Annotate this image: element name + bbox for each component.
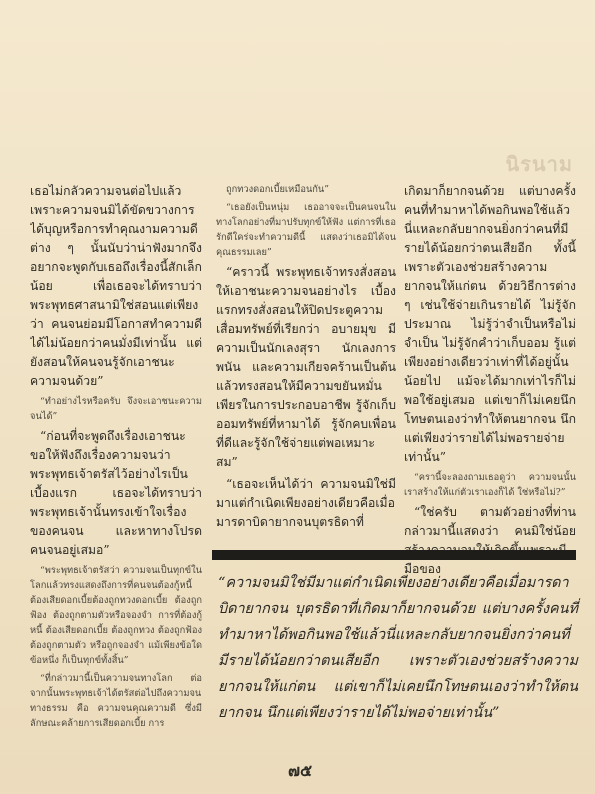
paragraph: “ที่กล่าวมานี้เป็นความจนทางโลก ต่อจากนั้นพระพุทธเจ้าได้ตรัสต่อไปถึงความจนทางธรรม คือ ความจนคุณความดี ซึ่งมีลักษณะคล้ายการเสียดอกเบี้ย การ — [30, 673, 202, 729]
paragraph: เธอไม่กลัวความจนต่อไปแล้ว เพราะความจนมิได้ขัดขวางการได้บุญหรือการทำคุณงามความดีต่าง ๆ นั้นนับว่าน่าฟังมากจึงอยากจะพูดกับเธอถึงเรื่องนี้สักเล็กน้อย เพื่อเธอจะได้ทราบว่าพระพุทธศาสนามิใช่สอนแต่เพียงว่า คนจนย่อมมีโอกาสทำความดีได้ไม่น้อยกว่าคนมั่งมีเท่านั้น แต่ยังสอนให้คนจนรู้จักเอาชนะความจนด้วย” — [30, 184, 202, 388]
pull-quote — [218, 570, 578, 726]
paragraph: “คราวนี้ พระพุทธเจ้าทรงสั่งสอนให้เอาชนะความจนอย่างไร เบื้องแรกทรงสั่งสอนให้ปิดประตูความเสื่อมทรัพย์ที่เรียกว่า อบายมุข มีความเป็นนักเลงสุรา นักเลงการพนัน และความเกียจคร้านเป็นต้น แล้วทรงสอนให้มีความขยันหมั่นเพียรในการประกอบอาชีพ รู้จักเก็บออมทรัพย์ที่หามาได้ รู้จักคบเพื่อนที่ดีและรู้จักใช้จ่ายแต่พอเหมาะสม” — [216, 265, 396, 469]
paragraph: เกิดมาก็ยากจนด้วย แต่บางครั้งคนที่ทำมาหาได้พอกินพอใช้แล้วนี่แหละกลับยากจนยิ่งกว่าคนที่มีรายได้น้อยกว่าตนเสียอีก ทั้งนี้เพราะตัวเองช่วยสร้างความยากจนให้แก่ตน ด้วยวิธีการต่าง ๆ เช่นใช้จ่ายเกินรายได้ ไม่รู้จักประมาณ ไม่รู้ว่าจำเป็นหรือไม่จำเป็น ไม่รู้จักคำว่าเก็บออม รู้แต่เพียงอย่างเดียวว่าเท่าที่ได้อยู่นั้นน้อยไป แม้จะได้มากเท่าไรก็ไม่พอใช้อยู่เสมอ แต่เขาก็ไม่เคยนึกโทษตนเองว่าทำให้ตนยากจน นึกแต่เพียงว่ารายได้ไม่พอรายจ่ายเท่านั้น” — [404, 184, 576, 464]
paragraph: “ทำอย่างไรหรือครับ จึงจะเอาชนะความจนได้” — [30, 396, 202, 422]
text-column-1 — [30, 182, 202, 734]
paragraph: “เธอยังเป็นหนุ่ม เธออาจจะเป็นคนจนในทางโลกอย่างที่มาปรับทุกข์ให้ฟัง แต่การที่เธอรักดีใคร่จะทำความดีนี้ แสดงว่าเธอมิได้จนคุณธรรมเลย” — [216, 202, 396, 258]
paragraph: “ก่อนที่จะพูดถึงเรื่องเอาชนะ ขอให้ฟังถึงเรื่องความจนว่า พระพุทธเจ้าตรัสไว้อย่างไรเป็นเบื้องแรก เธอจะได้ทราบว่าพระพุทธเจ้านั้นทรงเข้าใจเรื่องของคนจน และหาทางโปรดคนจนอยู่เสมอ” — [30, 429, 202, 557]
page-number: ๗๕ — [288, 761, 313, 780]
paragraph: “ใช่ครับ ตามตัวอย่างที่ท่านกล่าวมานี้แสดงว่า คนมิใช่น้อย มือของ — [404, 505, 576, 576]
pull-quote-text: “ความจนมิใช่มีมาแต่กำเนิดเพียงอย่างเดียวคือเมื่อมารดาบิดายากจน บุตรธิดาที่เกิดมาก็ยากจนด้วย แต่บางครั้งคนที่ทำมาหาได้พอกินพอใช้แล้วนี่แหละกลับยากจนยิ่งกว่าคนที่มีรายได้น้อยกว่าตนเสียอีก เพราะตัวเองช่วยสร้างความยากจนให้แก่ตน แต่เขาก็ไม่เคยนึกโทษตนเองว่าทำให้ตนยากจน นึกแต่เพียงว่ารายได้ไม่พอจ่ายเท่านั้น” — [218, 575, 578, 721]
section-header-word: นิรนาม — [505, 152, 573, 176]
paragraph: ถูกทวงดอกเบี้ยเหมือนกัน” — [226, 184, 330, 195]
text-column-3 — [404, 182, 576, 582]
paragraph: “เธอจะเห็นได้ว่า ความจนมิใช่มีมาแต่กำเนิดเพียงอย่างเดียวคือเมื่อมารดาบิดายากจนบุตรธิดาที่ — [216, 477, 396, 529]
pull-quote-rule — [212, 550, 576, 560]
text-column-2 — [216, 182, 396, 535]
paragraph: “ครานี้จะลองถามเธอดูว่า ความจนนั้นเราสร้างให้แก่ตัวเราเองก็ได้ ใช่หรือไม่?” — [404, 472, 576, 498]
paragraph: “พระพุทธเจ้าตรัสว่า ความจนเป็นทุกข์ในโลกแล้วทรงแสดงถึงการที่คนจนต้องกู้หนี้ ต้องเสียดอกเบี้ยต้องถูกทวงดอกเบี้ย ต้องถูกฟ้อง ต้องถูกตามตัวหรือจองจำ การที่ต้องกู้หนี้ ต้องเสียดอกเบี้ย ต้องถูกทวง ต้องถูกฟ้อง ต้องถูกตามตัว หรือถูกจองจำ แม้เพียงข้อใดข้อหนึ่ง ก็เป็นทุกข์ทั้งสิ้น” — [30, 565, 202, 666]
